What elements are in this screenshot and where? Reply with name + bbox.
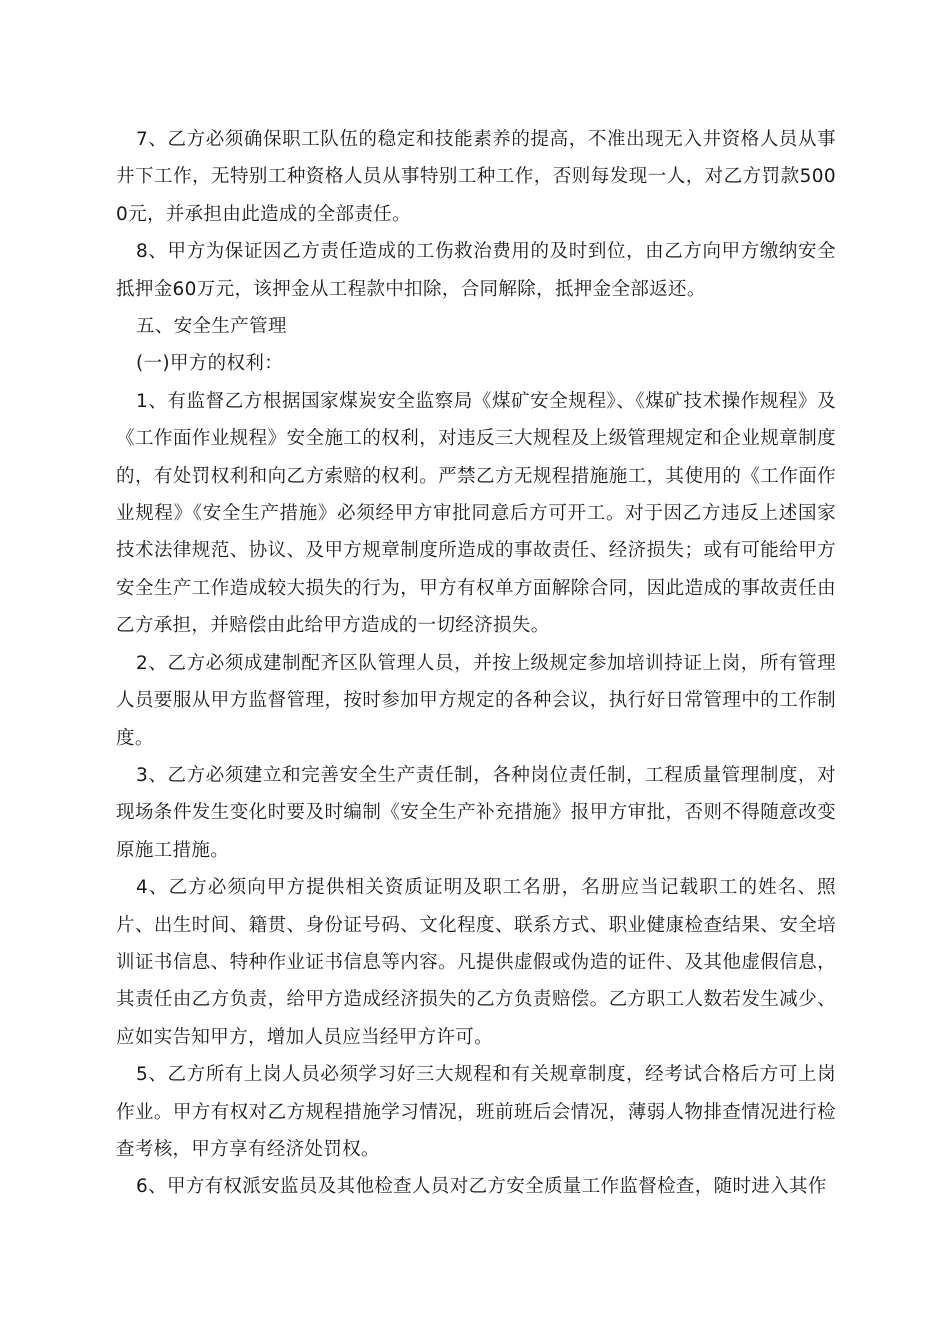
right-4-paragraph: 4、乙方必须向甲方提供相关资质证明及职工名册，名册应当记载职工的姓名、照片、出生时间、籍贯、身份证号码、文化程度、联系方式、职业健康检查结果、安全培训证书信息、特种作业证书信息等内容。凡提供虚假或伪造的证件、及其他虚假信息，其责任由乙方负责，给甲方造成经济损失的乙方负责赔偿。乙方职工人数若发生减少、应如实告知甲方，增加人员应当经甲方许可。 [116,877,836,1048]
clause-7-paragraph: 7、乙方必须确保职工队伍的稳定和技能素养的提高，不准出现无入井资格人员从事井下工作，无特别工种资格人员从事特别工种工作，否则每发现一人，对乙方罚款5000元，并承担由此造成的全部责任。 [116,129,836,225]
section-heading-safety-management: 五、安全生产管理 [136,316,287,338]
right-3-paragraph: 3、乙方必须建立和完善安全生产责任制，各种岗位责任制，工程质量管理制度，对现场条件发生变化时要及时编制《安全生产补充措施》报甲方审批，否则不得随意改变原施工措施。 [116,764,836,861]
right-1-paragraph: 1、有监督乙方根据国家煤炭安全监察局《煤矿安全规程》、《煤矿技术操作规程》及《工作面作业规程》安全施工的权利，对违反三大规程及上级管理规定和企业规章制度的，有处罚权利和向乙方索赔的权利。严禁乙方无规程措施施工，其使用的《工作面作业规程》《安全生产措施》必须经甲方审批同意后方可开工。对于因乙方违反上述国家技术法律规范、协议、及甲方规章制度所造成的事故责任、经济损失；或有可能给甲方安全生产工作造成较大损失的行为，甲方有权单方面解除合同，因此造成的事故责任由乙方承担，并赔偿由此给甲方造成的一切经济损失。 [116,390,836,637]
subsection-heading-party-a-rights: (一)甲方的权利： [136,353,284,375]
right-5-paragraph: 5、乙方所有上岗人员必须学习好三大规程和有关规章制度，经考试合格后方可上岗作业。甲方有权对乙方规程措施学习情况，班前班后会情况，薄弱人物排查情况进行检查考核，甲方享有经济处罚权。 [116,1064,836,1160]
right-2-paragraph: 2、乙方必须成建制配齐区队管理人员，并按上级规定参加培训持证上岗，所有管理人员要服从甲方监督管理，按时参加甲方规定的各种会议，执行好日常管理中的工作制度。 [116,652,836,749]
right-6-paragraph: 6、甲方有权派安监员及其他检查人员对乙方安全质量工作监督检查，随时进入其作 [136,1176,827,1198]
clause-8-paragraph: 8、甲方为保证因乙方责任造成的工伤救治费用的及时到位，由乙方向甲方缴纳安全抵押金60万元，该押金从工程款中扣除，合同解除，抵押金全部返还。 [116,241,836,300]
document-body [116,121,836,1206]
